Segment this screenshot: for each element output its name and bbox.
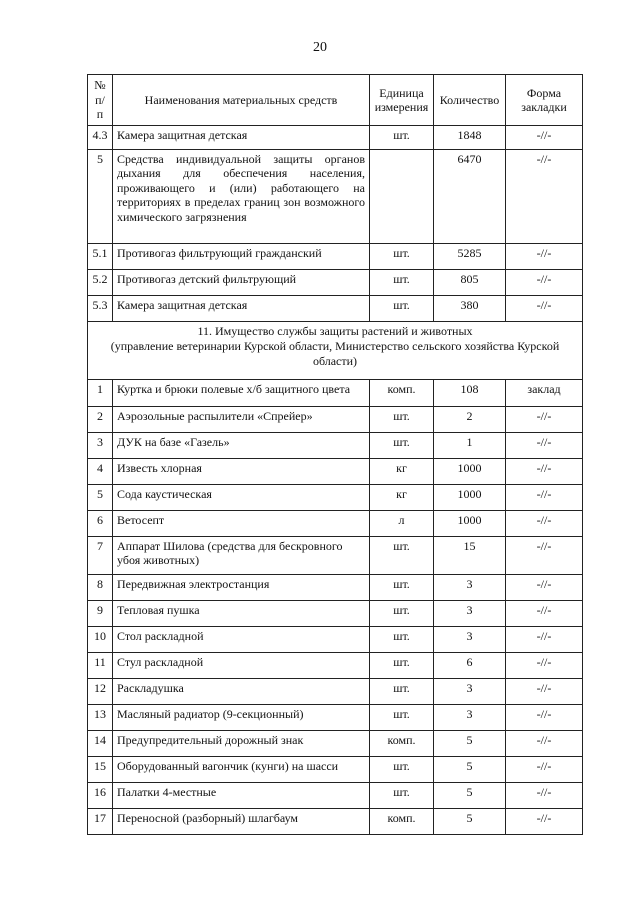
row-number: 17 [88, 809, 113, 835]
item-name: Средства индивидуальной защиты органов дыхания для обеспечения населения, проживающего и (или) работающего на территориях в пределах границ зон возможного химического загрязнения [113, 150, 370, 244]
row-number: 10 [88, 627, 113, 653]
header-form: Форма закладки [506, 75, 583, 126]
item-unit: комп. [370, 809, 434, 835]
table-row [88, 511, 583, 537]
item-name: Куртка и брюки полевые х/б защитного цвета [113, 380, 370, 407]
item-storage-form: -//- [506, 601, 583, 627]
row-number: 5 [88, 485, 113, 511]
table-row [88, 653, 583, 679]
row-number: 5.1 [88, 244, 113, 270]
item-name: Переносной (разборный) шлагбаум [113, 809, 370, 835]
item-name: Предупредительный дорожный знак [113, 731, 370, 757]
table-row [88, 731, 583, 757]
item-unit: шт. [370, 126, 434, 150]
item-name: Сода каустическая [113, 485, 370, 511]
item-unit [370, 150, 434, 244]
row-number: 6 [88, 511, 113, 537]
item-unit: шт. [370, 601, 434, 627]
table-row [88, 380, 583, 407]
item-storage-form: -//- [506, 627, 583, 653]
item-quantity: 6470 [434, 150, 506, 244]
table-row [88, 757, 583, 783]
row-number: 5 [88, 150, 113, 244]
item-name: Аэрозольные распылители «Спрейер» [113, 407, 370, 433]
item-name: Передвижная электростанция [113, 575, 370, 601]
item-unit: шт. [370, 433, 434, 459]
item-storage-form: -//- [506, 511, 583, 537]
item-name: Оборудованный вагончик (кунги) на шасси [113, 757, 370, 783]
row-number: 13 [88, 705, 113, 731]
row-number: 5.2 [88, 270, 113, 296]
item-storage-form: -//- [506, 679, 583, 705]
section-title-line2: (управление ветеринарии Курской области, Министерство сельского хозяйства Курской области) [110, 339, 560, 368]
item-storage-form: -//- [506, 459, 583, 485]
header-qty: Количество [434, 75, 506, 126]
table-row [88, 809, 583, 835]
header-name: Наименования материальных средств [113, 75, 370, 126]
item-quantity: 5285 [434, 244, 506, 270]
item-name: Тепловая пушка [113, 601, 370, 627]
section-title-line1: 11. Имущество службы защиты растений и животных [197, 324, 473, 338]
table-row [88, 575, 583, 601]
table-row [88, 296, 583, 322]
item-storage-form: -//- [506, 757, 583, 783]
item-quantity: 1000 [434, 459, 506, 485]
item-quantity: 6 [434, 653, 506, 679]
item-storage-form: -//- [506, 126, 583, 150]
item-unit: шт. [370, 537, 434, 575]
item-unit: шт. [370, 575, 434, 601]
item-storage-form: -//- [506, 244, 583, 270]
item-quantity: 5 [434, 809, 506, 835]
page-number: 20 [313, 40, 327, 55]
item-unit: шт. [370, 270, 434, 296]
item-unit: комп. [370, 380, 434, 407]
row-number: 1 [88, 380, 113, 407]
table-row [88, 270, 583, 296]
item-unit: шт. [370, 296, 434, 322]
table-row [88, 627, 583, 653]
item-quantity: 380 [434, 296, 506, 322]
item-name: Камера защитная детская [113, 296, 370, 322]
item-quantity: 5 [434, 757, 506, 783]
item-quantity: 1848 [434, 126, 506, 150]
item-name: Масляный радиатор (9-секционный) [113, 705, 370, 731]
item-quantity: 5 [434, 731, 506, 757]
item-name: Стул раскладной [113, 653, 370, 679]
table-row [88, 407, 583, 433]
item-unit: кг [370, 485, 434, 511]
materials-table [87, 74, 583, 835]
item-name: Палатки 4-местные [113, 783, 370, 809]
item-quantity: 15 [434, 537, 506, 575]
table-row [88, 126, 583, 150]
item-unit: шт. [370, 705, 434, 731]
item-storage-form: -//- [506, 270, 583, 296]
row-number: 3 [88, 433, 113, 459]
row-number: 8 [88, 575, 113, 601]
item-unit: шт. [370, 757, 434, 783]
item-storage-form: -//- [506, 407, 583, 433]
item-unit: шт. [370, 244, 434, 270]
item-storage-form: -//- [506, 653, 583, 679]
item-quantity: 108 [434, 380, 506, 407]
item-storage-form: заклад [506, 380, 583, 407]
table-row [88, 679, 583, 705]
item-unit: шт. [370, 653, 434, 679]
item-quantity: 3 [434, 575, 506, 601]
table-row [88, 459, 583, 485]
table-header-row [88, 75, 583, 126]
item-quantity: 1000 [434, 485, 506, 511]
item-unit: шт. [370, 627, 434, 653]
table-row [88, 601, 583, 627]
row-number: 12 [88, 679, 113, 705]
item-name: Противогаз фильтрующий гражданский [113, 244, 370, 270]
item-quantity: 3 [434, 705, 506, 731]
item-storage-form: -//- [506, 575, 583, 601]
row-number: 4 [88, 459, 113, 485]
item-storage-form: -//- [506, 809, 583, 835]
table-row [88, 433, 583, 459]
item-name: ДУК на базе «Газель» [113, 433, 370, 459]
item-quantity: 1 [434, 433, 506, 459]
header-num: № п/п [88, 75, 113, 126]
table-row [88, 783, 583, 809]
item-name: Камера защитная детская [113, 126, 370, 150]
item-quantity: 5 [434, 783, 506, 809]
item-unit: шт. [370, 679, 434, 705]
item-quantity: 3 [434, 679, 506, 705]
table-row [88, 485, 583, 511]
item-unit: комп. [370, 731, 434, 757]
row-number: 2 [88, 407, 113, 433]
item-unit: л [370, 511, 434, 537]
row-number: 4.3 [88, 126, 113, 150]
item-quantity: 3 [434, 601, 506, 627]
item-name: Стол раскладной [113, 627, 370, 653]
row-number: 9 [88, 601, 113, 627]
item-quantity: 1000 [434, 511, 506, 537]
item-name: Аппарат Шилова (средства для бескровного убоя животных) [113, 537, 370, 575]
item-storage-form: -//- [506, 433, 583, 459]
row-number: 14 [88, 731, 113, 757]
table-row [88, 537, 583, 575]
item-quantity: 3 [434, 627, 506, 653]
item-name: Раскладушка [113, 679, 370, 705]
item-storage-form: -//- [506, 296, 583, 322]
table-row [88, 150, 583, 244]
item-unit: шт. [370, 783, 434, 809]
item-unit: шт. [370, 407, 434, 433]
row-number: 11 [88, 653, 113, 679]
header-unit: Единица измерения [370, 75, 434, 126]
item-storage-form: -//- [506, 150, 583, 244]
row-number: 7 [88, 537, 113, 575]
item-storage-form: -//- [506, 731, 583, 757]
item-name: Известь хлорная [113, 459, 370, 485]
item-quantity: 805 [434, 270, 506, 296]
item-storage-form: -//- [506, 537, 583, 575]
item-unit: кг [370, 459, 434, 485]
item-quantity: 2 [434, 407, 506, 433]
item-storage-form: -//- [506, 705, 583, 731]
table-row [88, 244, 583, 270]
row-number: 16 [88, 783, 113, 809]
item-storage-form: -//- [506, 485, 583, 511]
item-storage-form: -//- [506, 783, 583, 809]
section-title [88, 322, 583, 380]
table-row [88, 705, 583, 731]
row-number: 15 [88, 757, 113, 783]
row-number: 5.3 [88, 296, 113, 322]
item-name: Противогаз детский фильтрующий [113, 270, 370, 296]
section-header-row [88, 322, 583, 380]
item-name: Ветосепт [113, 511, 370, 537]
